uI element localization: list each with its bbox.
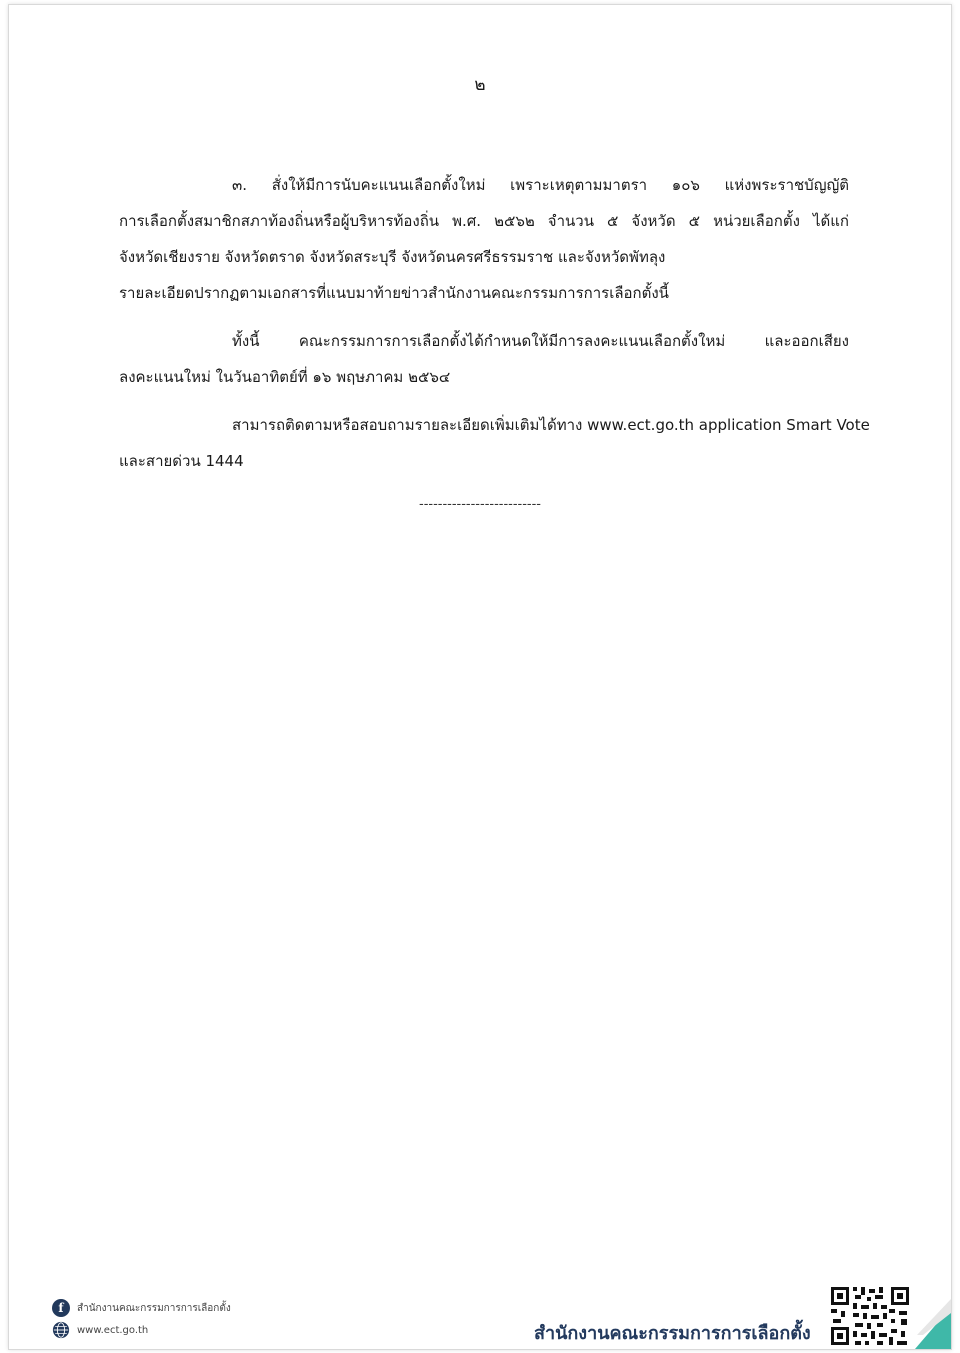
footer-org-name: สำนักงานคณะกรรมการการเลือกตั้ง [534, 1323, 811, 1344]
end-divider: -------------------------- [419, 497, 541, 512]
paragraph-1-line-1: ๓. สั่งให้มีการนับคะแนนเลือกตั้งใหม่ เพราะเหตุตามมาตรา ๑๐๖ แห่งพระราชบัญญัติ [232, 176, 849, 194]
paragraph-1-line-3: จังหวัดเชียงราย จังหวัดตราด จังหวัดสระบุรี จังหวัดนครศรีธรรมราช และจังหวัดพัทลุง [119, 248, 666, 266]
paragraph-3-line-2: และสายด่วน 1444 [119, 452, 244, 470]
footer-website-text: www.ect.go.th [77, 1324, 149, 1336]
document-page [8, 4, 952, 1350]
paragraph-1 [119, 167, 849, 311]
globe-icon[interactable] [52, 1321, 70, 1339]
qr-code-icon [829, 1285, 911, 1347]
paragraph-2-line-1: ทั้งนี้ คณะกรรมการการเลือกตั้งได้กำหนดให้มีการลงคะแนนเลือกตั้งใหม่ และออกเสียง [232, 332, 849, 350]
footer-facebook-text: สำนักงานคณะกรรมการการเลือกตั้ง [77, 1302, 231, 1314]
paragraph-2-line-2: ลงคะแนนใหม่ ในวันอาทิตย์ที่ ๑๖ พฤษภาคม ๒๕๖๔ [119, 368, 451, 386]
paragraph-1-line-4: รายละเอียดปรากฏตามเอกสารที่แนบมาท้ายข่าวสำนักงานคณะกรรมการการเลือกตั้งนี้ [119, 284, 669, 302]
paragraph-3 [119, 407, 870, 479]
facebook-icon[interactable]: f [52, 1299, 70, 1317]
paragraph-3-line-1: สามารถติดตามหรือสอบถามรายละเอียดเพิ่มเติมได้ทาง www.ect.go.th application Smart Vote [232, 416, 870, 434]
footer-facebook-row[interactable] [52, 1297, 231, 1319]
footer-contacts [52, 1297, 231, 1341]
paragraph-1-line-2: การเลือกตั้งสมาชิกสภาท้องถิ่นหรือผู้บริหารท้องถิ่น พ.ศ. ๒๕๖๒ จำนวน ๕ จังหวัด ๕ หน่วยเลือกตั้ง ได้แก่ [119, 212, 849, 230]
paragraph-2 [119, 323, 849, 395]
footer-website-row[interactable] [52, 1319, 231, 1341]
corner-decoration [911, 1299, 951, 1349]
page-number: ๒ [474, 75, 486, 95]
